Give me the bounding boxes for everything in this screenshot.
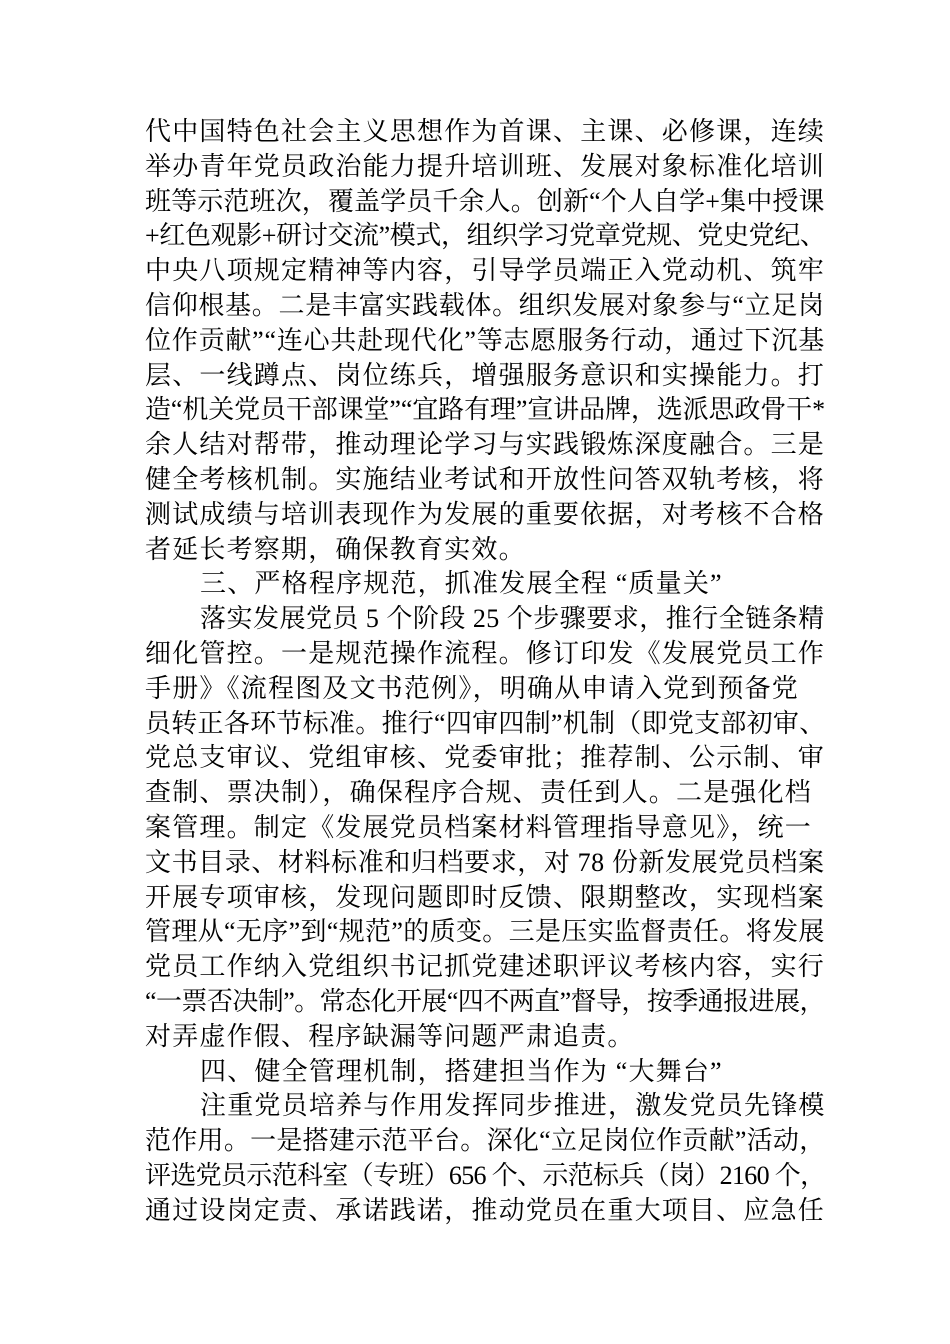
text-line: 党员工作纳入党组织书记抓党建述职评议考核内容，实行 [145,952,826,982]
text-line: “一票否决制”。常态化开展“四不两直”督导，按季通报进展， [145,986,825,1016]
text-line: 案管理。制定《发展党员档案材料管理指导意见》，统一 [145,812,813,842]
section-heading: 四、健全管理机制，搭建担当作为 “大舞台” [200,1056,723,1086]
text-line: 党总支审议、党组审核、党委审批；推荐制、公示制、审 [145,743,826,773]
text-line: 信仰根基。二是丰富实践载体。组织发展对象参与“立足岗 [145,290,825,320]
text-line: 评选党员示范科室（专班）656 个、示范标兵（岗）2160 个， [145,1160,826,1190]
section-heading: 三、严格程序规范，抓准发展全程 “质量关” [200,569,723,599]
text-line: 举办青年党员政治能力提升培训班、发展对象标准化培训 [145,151,826,181]
text-line: 中央八项规定精神等内容，引导学员端正入党动机、筑牢 [145,256,826,286]
text-line: 班等示范班次，覆盖学员千余人。创新“个人自学+集中授课 [145,186,825,216]
text-line: 余人结对帮带，推动理论学习与实践锻炼深度融合。三是 [145,430,826,460]
text-line: 范作用。一是搭建示范平台。深化“立足岗位作贡献”活动， [145,1126,826,1156]
text-line: 员转正各环节标准。推行“四审四制”机制（即党支部初审、 [145,708,826,738]
document-page [145,115,825,1229]
text-line: 注重党员培养与作用发挥同步推进，激发党员先锋模 [200,1091,826,1121]
text-line: 健全考核机制。实施结业考试和开放性问答双轨考核，将 [145,464,826,494]
text-line: 位作贡献”“连心共赴现代化”等志愿服务行动，通过下沉基 [145,325,826,355]
text-line: 管理从“无序”到“规范”的质变。三是压实监督责任。将发展 [145,917,825,947]
text-line: 开展专项审核，发现问题即时反馈、限期整改，实现档案 [145,882,826,912]
text-line: 文书目录、材料标准和归档要求，对 78 份新发展党员档案 [145,847,825,877]
text-line: 落实发展党员 5 个阶段 25 个步骤要求，推行全链条精 [200,604,825,634]
text-line: 者延长考察期，确保教育实效。 [145,534,526,564]
text-line: 代中国特色社会主义思想作为首课、主课、必修课，连续 [145,117,826,146]
text-line: 层、一线蹲点、岗位练兵，增强服务意识和实操能力。打 [145,360,826,390]
text-line: 造“机关党员干部课堂”“宜路有理”宣讲品牌，选派思政骨干* [145,395,825,425]
text-line: 对弄虚作假、程序缺漏等问题严肃追责。 [145,1021,635,1051]
text-line: 细化管控。一是规范操作流程。修订印发《发展党员工作 [145,638,826,668]
text-line: +红色观影+研讨交流”模式，组织学习党章党规、党史党纪、 [145,221,826,251]
text-line: 手册》《流程图及文书范例》，明确从申请入党到预备党 [145,673,800,703]
text-line: 测试成绩与培训表现作为发展的重要依据，对考核不合格 [145,499,826,529]
text-line: 查制、票决制），确保程序合规、责任到人。二是强化档 [145,778,813,808]
text-line: 通过设岗定责、承诺践诺，推动党员在重大项目、应急任 [145,1195,826,1225]
